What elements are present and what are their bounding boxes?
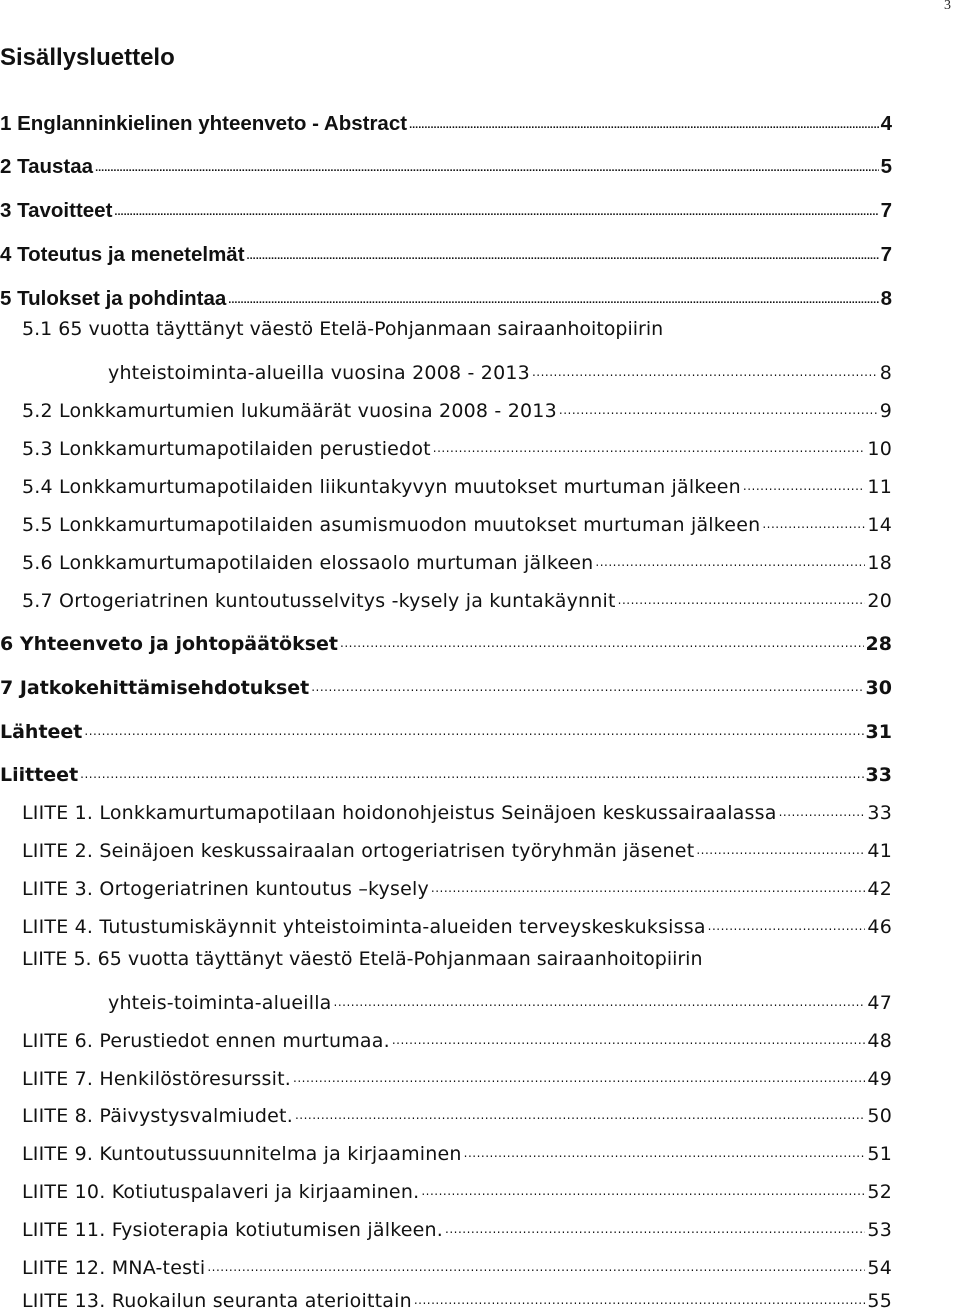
dot-leader: [696, 843, 865, 857]
toc-entry[interactable]: [22, 546, 892, 574]
toc-entry-page: 52: [867, 1181, 892, 1203]
toc-entry-label: LIITE 2. Seinäjoen keskussairaalan ortogeriatrisen työryhmän jäsenet: [22, 840, 695, 862]
toc-entry-page: 49: [867, 1068, 892, 1090]
toc-entry-page: 11: [867, 476, 892, 498]
toc-entry-page: 14: [867, 514, 892, 536]
toc-entry[interactable]: [22, 1137, 892, 1165]
toc-entry[interactable]: [22, 584, 892, 612]
toc-entry-page: 8: [879, 362, 892, 384]
toc-entry-page: 7: [880, 243, 892, 266]
toc-entry-page: 18: [867, 552, 892, 574]
toc-entry-page: 4: [880, 112, 892, 135]
dot-leader: [247, 250, 879, 262]
dot-leader: [743, 479, 866, 493]
toc-entry-label: 3 Tavoitteet: [0, 199, 113, 222]
dot-leader: [293, 1071, 865, 1085]
dot-leader: [431, 881, 866, 895]
toc-entry[interactable]: [0, 627, 892, 655]
toc-entry-page: 48: [867, 1030, 892, 1052]
dot-leader: [618, 593, 866, 607]
toc-entry-label: 7 Jatkokehittämisehdotukset: [0, 677, 310, 699]
dot-leader: [311, 680, 863, 694]
toc-entry-page: 20: [867, 590, 892, 612]
page-title: Sisällysluettelo: [0, 44, 175, 71]
toc-entry[interactable]: [22, 470, 892, 498]
toc-entry[interactable]: [22, 834, 892, 862]
toc-entry-page: 31: [865, 721, 892, 743]
dot-leader: [228, 294, 878, 306]
toc-entry[interactable]: [22, 1024, 892, 1052]
toc-entry-label: 5.4 Lonkkamurtumapotilaiden liikuntakyvyn muutokset murtuman jälkeen: [22, 476, 741, 498]
page-number: 3: [944, 0, 951, 13]
toc-entry-label: 6 Yhteenveto ja johtopäätökset: [0, 633, 338, 655]
toc-entry-page: 30: [865, 677, 892, 699]
toc-entry-page: 47: [867, 992, 892, 1014]
toc-entry-label: 5.2 Lonkkamurtumien lukumäärät vuosina 2008 - 2013: [22, 400, 557, 422]
toc-entry[interactable]: [0, 715, 892, 743]
toc-entry-page: 50: [867, 1105, 892, 1127]
toc-entry-page: 46: [867, 916, 892, 938]
dot-leader: [708, 919, 866, 933]
toc-entry-page: 7: [880, 199, 892, 222]
dot-leader: [779, 805, 866, 819]
toc-entry-page: 42: [867, 878, 892, 900]
dot-leader: [421, 1184, 865, 1198]
dot-leader: [80, 767, 863, 781]
toc-entry-label: 4 Toteutus ja menetelmät: [0, 243, 245, 266]
toc-entry-label[interactable]: 5.1 65 vuotta täyttänyt väestö Etelä-Pohjanmaan sairaanhoitopiirin: [22, 318, 664, 340]
toc-entry[interactable]: [22, 1251, 892, 1279]
toc-entry[interactable]: [22, 1175, 892, 1203]
dot-leader: [559, 403, 878, 417]
dot-leader: [532, 365, 878, 379]
toc-entry-label: 5.3 Lonkkamurtumapotilaiden perustiedot: [22, 438, 431, 460]
toc-entry[interactable]: [22, 1062, 892, 1090]
toc-entry[interactable]: [0, 671, 892, 699]
toc-entry[interactable]: [22, 872, 892, 900]
dot-leader: [762, 517, 865, 531]
toc-entry-label-continued: yhteis-toiminta-alueilla: [108, 992, 332, 1014]
toc-entry[interactable]: [22, 1213, 892, 1241]
dot-leader: [84, 724, 863, 738]
toc-entry-label: 5.7 Ortogeriatrinen kuntoutusselvitys -kysely ja kuntakäynnit: [22, 590, 616, 612]
dot-leader: [445, 1222, 865, 1236]
dot-leader: [464, 1146, 866, 1160]
toc-entry-label: LIITE 8. Päivystysvalmiudet.: [22, 1105, 293, 1127]
toc-entry-label: 5.6 Lonkkamurtumapotilaiden elossaolo murtuman jälkeen: [22, 552, 594, 574]
toc-entry-page: 8: [880, 287, 892, 310]
dot-leader: [595, 555, 865, 569]
toc-entry-label: Liitteet: [0, 764, 79, 786]
dot-leader: [392, 1033, 866, 1047]
toc-entry-page: 55: [867, 1290, 892, 1312]
toc-entry[interactable]: [0, 151, 892, 179]
toc-entry-label: LIITE 1. Lonkkamurtumapotilaan hoidonohjeistus Seinäjoen keskussairaalassa: [22, 802, 777, 824]
toc-entry-page: 54: [867, 1257, 892, 1279]
toc-entry-label: 5 Tulokset ja pohdintaa: [0, 287, 227, 310]
toc-entry-page: 33: [865, 764, 892, 786]
toc-entry[interactable]: [0, 195, 892, 223]
toc-entry-label: LIITE 6. Perustiedot ennen murtumaa.: [22, 1030, 390, 1052]
toc-entry[interactable]: [22, 1284, 892, 1312]
dot-leader: [414, 1293, 866, 1307]
dot-leader: [433, 441, 866, 455]
toc-entry-label-continued: yhteistoiminta-alueilla vuosina 2008 - 2013: [108, 362, 530, 384]
toc-entry[interactable]: [108, 986, 892, 1014]
dot-leader: [207, 1260, 865, 1274]
toc-entry[interactable]: [22, 796, 892, 824]
toc-entry-label: LIITE 4. Tutustumiskäynnit yhteistoiminta-alueiden terveyskeskuksissa: [22, 916, 706, 938]
toc-entry-label: LIITE 11. Fysioterapia kotiutumisen jälkeen.: [22, 1219, 444, 1241]
toc-entry-label[interactable]: LIITE 5. 65 vuotta täyttänyt väestö Etelä-Pohjanmaan sairaanhoitopiirin: [22, 948, 703, 970]
dot-leader: [114, 206, 878, 218]
toc-entry-label: LIITE 13. Ruokailun seuranta aterioittain: [22, 1290, 412, 1312]
toc-entry-label: 2 Taustaa: [0, 155, 94, 178]
toc-entry-label: 1 Englanninkielinen yhteenveto - Abstract: [0, 112, 408, 135]
dot-leader: [295, 1108, 865, 1122]
toc-entry-page: 41: [867, 840, 892, 862]
toc-entry[interactable]: [0, 283, 892, 311]
toc-entry[interactable]: [0, 239, 892, 267]
toc-entry[interactable]: [22, 432, 892, 460]
toc-entry[interactable]: [108, 356, 892, 384]
dot-leader: [409, 119, 879, 131]
toc-entry-label: Lähteet: [0, 721, 83, 743]
toc-entry-page: 51: [867, 1143, 892, 1165]
dot-leader: [340, 636, 864, 650]
toc-entry-page: 10: [867, 438, 892, 460]
toc-entry[interactable]: [22, 1099, 892, 1127]
toc-entry-label: LIITE 3. Ortogeriatrinen kuntoutus –kysely: [22, 878, 429, 900]
toc-entry-label: LIITE 9. Kuntoutussuunnitelma ja kirjaaminen: [22, 1143, 462, 1165]
toc-entry-page: 53: [867, 1219, 892, 1241]
toc-entry-page: 5: [880, 155, 892, 178]
toc-entry-page: 9: [879, 400, 892, 422]
dot-leader: [95, 162, 879, 174]
toc-entry[interactable]: [0, 758, 892, 786]
toc-entry[interactable]: [22, 910, 892, 938]
toc-entry[interactable]: [22, 508, 892, 536]
toc-entry[interactable]: [22, 394, 892, 422]
toc-entry-label: LIITE 12. MNA-testi: [22, 1257, 206, 1279]
dot-leader: [334, 995, 866, 1009]
toc-entry-label: 5.5 Lonkkamurtumapotilaiden asumismuodon muutokset murtuman jälkeen: [22, 514, 761, 536]
toc-entry[interactable]: [0, 108, 892, 136]
toc-entry-page: 33: [867, 802, 892, 824]
toc-entry-label: LIITE 7. Henkilöstöresurssit.: [22, 1068, 291, 1090]
toc-entry-label: LIITE 10. Kotiutuspalaveri ja kirjaaminen.: [22, 1181, 420, 1203]
toc-entry-page: 28: [865, 633, 892, 655]
